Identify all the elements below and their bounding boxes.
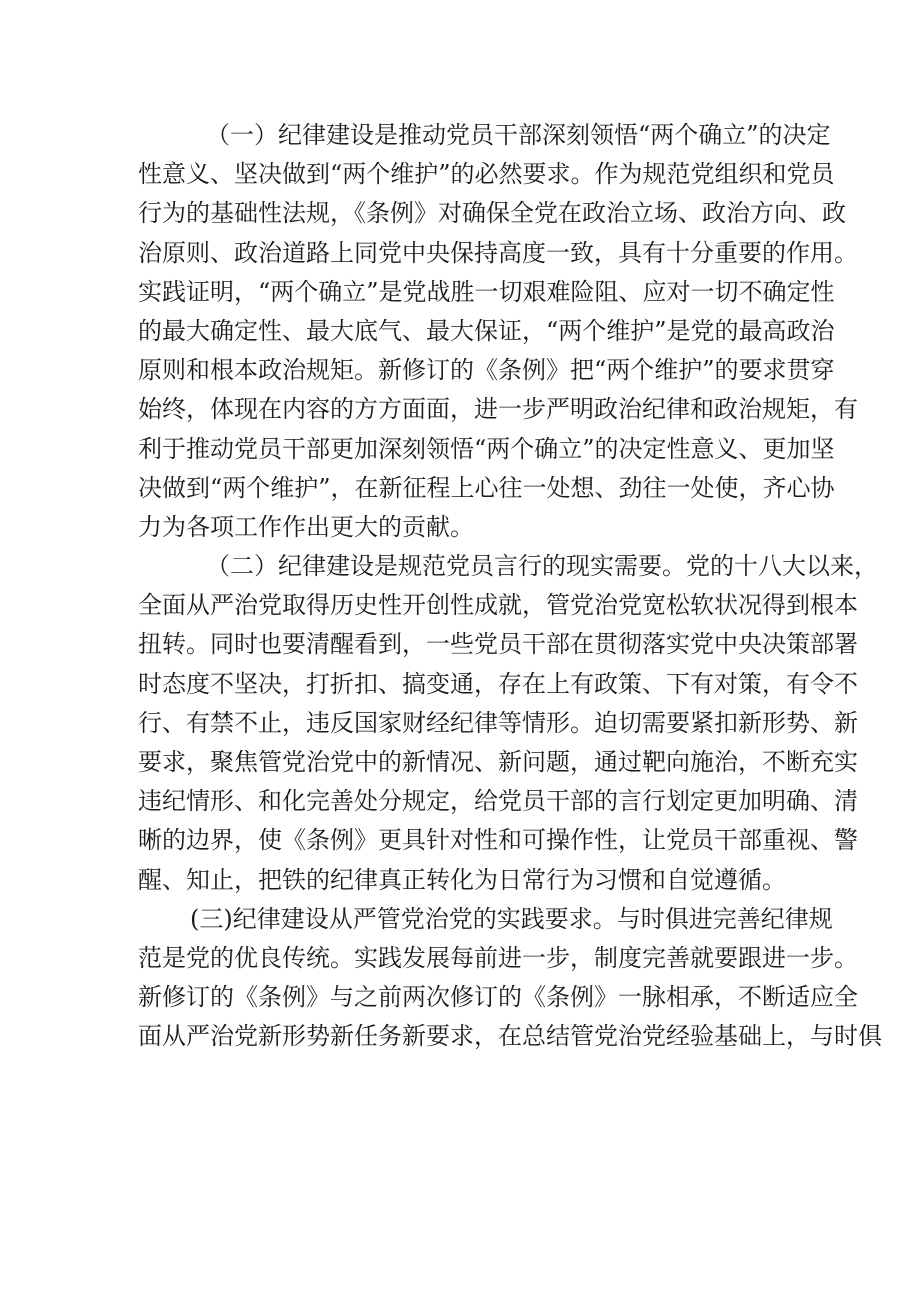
text-line: 违纪情形、和化完善处分规定，给党员干部的言行划定更加明确、清 <box>138 787 858 816</box>
text-line: 行为的基础性法规，《条例》对确保全党在政治立场、政治方向、政 <box>138 199 846 228</box>
text-line: 利于推动党员干部更加深刻领悟“两个确立”的决定性意义、更加坚 <box>138 434 835 463</box>
text-line: 面从严治党新形势新任务新要求，在总结管党治党经验基础上，与时俱 <box>138 1022 882 1051</box>
paragraph-1 <box>138 116 858 547</box>
text-line: 范是党的优良传统。实践发展每前进一步，制度完善就要跟进一步。 <box>138 943 858 972</box>
text-line: 晰的边界，使《条例》更具针对性和可操作性，让党员干部重视、警 <box>138 826 858 855</box>
text-line: 实践证明，“两个确立”是党战胜一切艰难险阻、应对一切不确定性 <box>138 277 835 306</box>
text-line: 醒、知止，把铁的纪律真正转化为日常行为习惯和自觉遵循。 <box>138 865 786 894</box>
document-body <box>138 116 882 1057</box>
text-line: 时态度不坚决，打折扣、搞变通，存在上有政策、下有对策，有令不 <box>138 669 858 698</box>
text-line: (三)纪律建设从严管党治党的实践要求。与时俱进完善纪律规 <box>190 904 833 933</box>
text-line: 性意义、坚决做到“两个维护”的必然要求。作为规范党组织和党员 <box>138 160 835 189</box>
paragraph-2 <box>138 547 878 900</box>
text-line: 力为各项工作作出更大的贡献。 <box>138 512 474 541</box>
text-line: （二）纪律建设是规范党员言行的现实需要。党的十八大以来， <box>206 552 878 581</box>
text-line: 全面从严治党取得历史性开创性成就，管党治党宽松软状况得到根本 <box>138 591 858 620</box>
text-line: 扭转。同时也要清醒看到，一些党员干部在贯彻落实党中央决策部署 <box>138 630 858 659</box>
text-line: 新修订的《条例》与之前两次修订的《条例》一脉相承，不断适应全 <box>138 983 858 1012</box>
text-line: 决做到“两个维护”，在新征程上心往一处想、劲往一处使，齐心协 <box>138 473 835 502</box>
text-line: 的最大确定性、最大底气、最大保证，“两个维护”是党的最高政治 <box>138 316 835 345</box>
text-line: 原则和根本政治规矩。新修订的《条例》把“两个维护”的要求贯穿 <box>138 356 835 385</box>
text-line: 始终，体现在内容的方方面面，进一步严明政治纪律和政治规矩，有 <box>138 395 858 424</box>
paragraph-3 <box>138 900 882 1057</box>
text-line: （一）纪律建设是推动党员干部深刻领悟“两个确立”的决定 <box>206 121 831 149</box>
text-line: 要求，聚焦管党治党中的新情况、新问题，通过靶向施治，不断充实 <box>138 748 858 776</box>
text-line: 治原则、政治道路上同党中央保持高度一致，具有十分重要的作用。 <box>138 238 858 267</box>
text-line: 行、有禁不止，违反国家财经纪律等情形。迫切需要紧扣新形势、新 <box>138 708 858 737</box>
